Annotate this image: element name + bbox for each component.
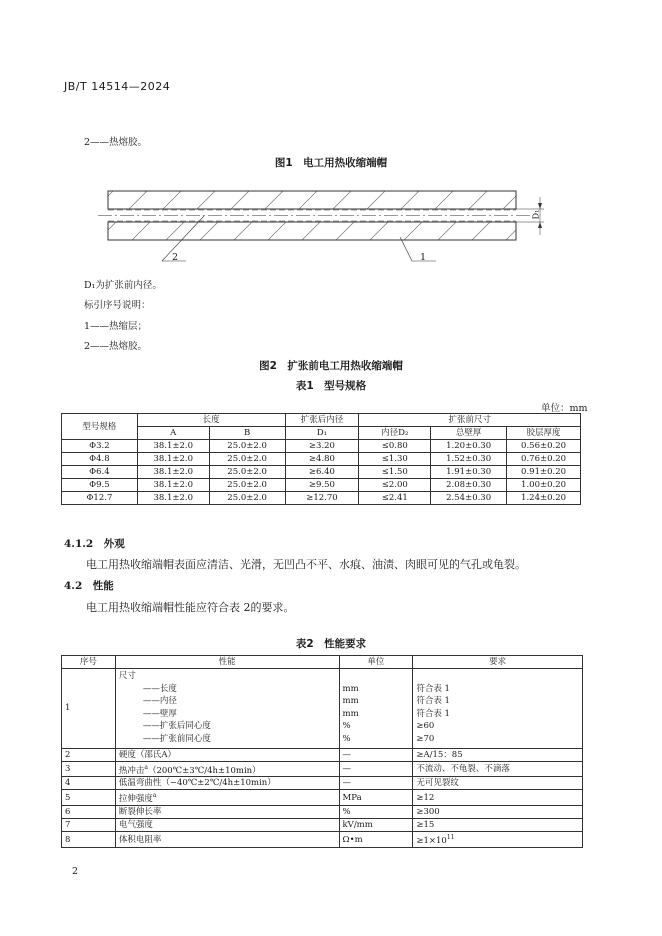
cell-perf: 低温弯曲性（−40℃±2℃/4h±10min）	[115, 777, 339, 790]
unit-item: mm	[342, 696, 359, 707]
figure-2-note: D₁为扩张前内径。	[84, 280, 162, 291]
cell-model: Φ12.7	[62, 492, 138, 505]
table-row	[62, 466, 581, 479]
cell-unit: %	[339, 806, 413, 819]
upper-wall	[108, 191, 516, 209]
cell-wall: 1.20±0.30	[431, 440, 507, 453]
cell-wall: 2.54±0.30	[431, 492, 507, 505]
section-42-title: 4.2 性能	[64, 580, 114, 592]
req-item: ≥70	[416, 733, 435, 744]
cell-model: Φ3.2	[62, 440, 138, 453]
table-row	[62, 492, 581, 505]
document-id: JB/T 14514—2024	[64, 80, 171, 93]
cell-glue: 0.56±0.20	[507, 440, 581, 453]
table-row	[62, 669, 583, 749]
cell-req: ≥15	[413, 819, 583, 832]
unit-item: mm	[342, 683, 359, 694]
cell-req-dimensions	[413, 669, 583, 749]
cell-model: Φ9.5	[62, 479, 138, 492]
header-a: A	[137, 427, 209, 440]
cell-model: Φ4.8	[62, 453, 138, 466]
cell-glue: 0.76±0.20	[507, 453, 581, 466]
dimension-item: ——扩张前同心度	[142, 733, 211, 744]
cell-perf: 拉伸强度$^a$	[115, 790, 339, 806]
header-perf: 性能	[115, 656, 339, 669]
header-total-wall: 总壁厚	[431, 427, 507, 440]
cell-inner: ≤0.80	[359, 440, 431, 453]
legend-title: 标引序号说明：	[84, 300, 151, 311]
cell-unit: kV/mm	[339, 819, 413, 832]
cell-inner: ≤2.00	[359, 479, 431, 492]
lower-wall	[108, 222, 516, 240]
dimension-title: 尺寸	[118, 671, 136, 681]
cell-glue: 1.00±0.20	[507, 479, 581, 492]
header-before-expand: 扩张前尺寸	[359, 414, 581, 427]
cell-no: 7	[62, 819, 116, 832]
cell-a: 38.1±2.0	[137, 466, 209, 479]
header-inner: 内径D₂	[359, 427, 431, 440]
header-d1: D₁	[285, 427, 359, 440]
cell-d1: ≥12.70	[285, 492, 359, 505]
cell-unit-dimensions	[339, 669, 413, 749]
dimension-item: ——内径	[142, 696, 177, 707]
cell-unit: —	[339, 748, 413, 761]
table-1-caption: 表1 型号规格	[295, 380, 367, 392]
exponent: 11	[446, 834, 455, 842]
dimension-item: ——壁厚	[142, 708, 177, 719]
cell-no: 6	[62, 806, 116, 819]
cell-no: 8	[62, 832, 116, 848]
cell-req: $\ge 1\times 10^{11}$	[413, 832, 583, 848]
leader-label-1: 1	[420, 252, 427, 263]
cell-unit: MPa	[339, 790, 413, 806]
figure-2-caption: 图2 扩张前电工用热收缩端帽	[259, 360, 403, 372]
cell-b: 25.0±2.0	[209, 440, 285, 453]
cell-perf: 断裂伸长率	[115, 806, 339, 819]
header-model: 型号规格	[62, 414, 138, 440]
cell-req: ≥300	[413, 806, 583, 819]
legend-item-2: 2——热熔胶。	[84, 137, 148, 148]
cell-b: 25.0±2.0	[209, 453, 285, 466]
header-after-expand: 扩张后内径	[285, 414, 359, 427]
table-row	[62, 453, 581, 466]
cell-wall: 2.08±0.30	[431, 479, 507, 492]
table-row	[62, 806, 583, 819]
unit-item: %	[342, 721, 351, 732]
legend-item-1: 1——热缩层；	[84, 321, 148, 332]
header-req: 要求	[413, 656, 583, 669]
table-2-caption: 表2 性能要求	[295, 638, 367, 650]
req-item: 符合表 1	[416, 683, 450, 694]
page-number: 2	[72, 866, 79, 877]
table-1	[61, 413, 581, 505]
cell-perf-dimensions	[115, 669, 339, 749]
cell-inner: ≤1.30	[359, 453, 431, 466]
header-no: 序号	[62, 656, 116, 669]
cell-req: ≥A/15：85	[413, 748, 583, 761]
table-row	[62, 790, 583, 806]
table-row	[62, 832, 583, 848]
header-glue: 胶层厚度	[507, 427, 581, 440]
section-42-text: 电工用热收缩端帽性能应符合表 2的要求。	[86, 601, 295, 614]
cell-b: 25.0±2.0	[209, 479, 285, 492]
cell-b: 25.0±2.0	[209, 466, 285, 479]
cell-d1: ≥6.40	[285, 466, 359, 479]
unit-item: mm	[342, 708, 359, 719]
cell-d1: ≥3.20	[285, 440, 359, 453]
table-row	[62, 777, 583, 790]
unit-item: %	[342, 733, 351, 744]
cell-unit: Ω•m	[339, 832, 413, 848]
cell-d1: ≥9.50	[285, 479, 359, 492]
req-item: 符合表 1	[416, 696, 450, 707]
section-412-text: 电工用热收缩端帽表面应清洁、光滑，无凹凸不平、水痕、油渍、肉眼可见的气孔或龟裂。	[86, 558, 526, 571]
leader-label-2: 2	[172, 252, 179, 263]
cell-a: 38.1±2.0	[137, 440, 209, 453]
cell-a: 38.1±2.0	[137, 492, 209, 505]
cell-no: 4	[62, 777, 116, 790]
req-item: 符合表 1	[416, 708, 450, 719]
cell-b: 25.0±2.0	[209, 492, 285, 505]
cell-d1: ≥4.80	[285, 453, 359, 466]
cell-perf: 热冲击$^a$（200℃±3℃/4h±10min）	[115, 761, 339, 777]
header-length: 长度	[137, 414, 285, 427]
cell-glue: 1.24±0.20	[507, 492, 581, 505]
cell-no: 5	[62, 790, 116, 806]
req-item: ≥60	[416, 721, 435, 732]
cell-req: 无可见裂纹	[413, 777, 583, 790]
cell-perf: 体积电阻率	[115, 832, 339, 848]
cell-no: 1	[62, 669, 116, 749]
table-2	[61, 655, 583, 848]
dimension-item: ——长度	[142, 683, 177, 694]
cell-model: Φ6.4	[62, 466, 138, 479]
cell-req: 不流动、不龟裂、不滴落	[413, 761, 583, 777]
cell-wall: 1.52±0.30	[431, 453, 507, 466]
dimension-item: ——扩张后同心度	[142, 721, 211, 732]
footnote-marker: a	[152, 792, 157, 800]
cell-unit: —	[339, 761, 413, 777]
cell-a: 38.1±2.0	[137, 453, 209, 466]
header-b: B	[209, 427, 285, 440]
table-row	[62, 748, 583, 761]
cell-perf: 电气强度	[115, 819, 339, 832]
dimension-label-d1: D₁	[531, 209, 541, 220]
cell-req: ≥12	[413, 790, 583, 806]
section-412-title: 4.1.2 外观	[64, 538, 125, 550]
cell-glue: 0.91±0.20	[507, 466, 581, 479]
cell-no: 3	[62, 761, 116, 777]
cell-no: 2	[62, 748, 116, 761]
table-row	[62, 479, 581, 492]
table-row	[62, 440, 581, 453]
legend-item-2b: 2——热熔胶。	[84, 341, 148, 352]
cell-inner: ≤2.41	[359, 492, 431, 505]
cell-wall: 1.91±0.30	[431, 466, 507, 479]
header-unit: 单位	[339, 656, 413, 669]
cell-inner: ≤1.50	[359, 466, 431, 479]
cell-unit: —	[339, 777, 413, 790]
figure-1-caption: 图1 电工用热收缩端帽	[274, 157, 388, 169]
cell-perf: 硬度（邵氏A）	[115, 748, 339, 761]
table-1-unit: 单位：mm	[541, 403, 588, 414]
figure-2-drawing	[0, 185, 662, 265]
table-row	[62, 761, 583, 777]
cell-a: 38.1±2.0	[137, 479, 209, 492]
footnote-marker: a	[144, 763, 148, 771]
table-row	[62, 819, 583, 832]
